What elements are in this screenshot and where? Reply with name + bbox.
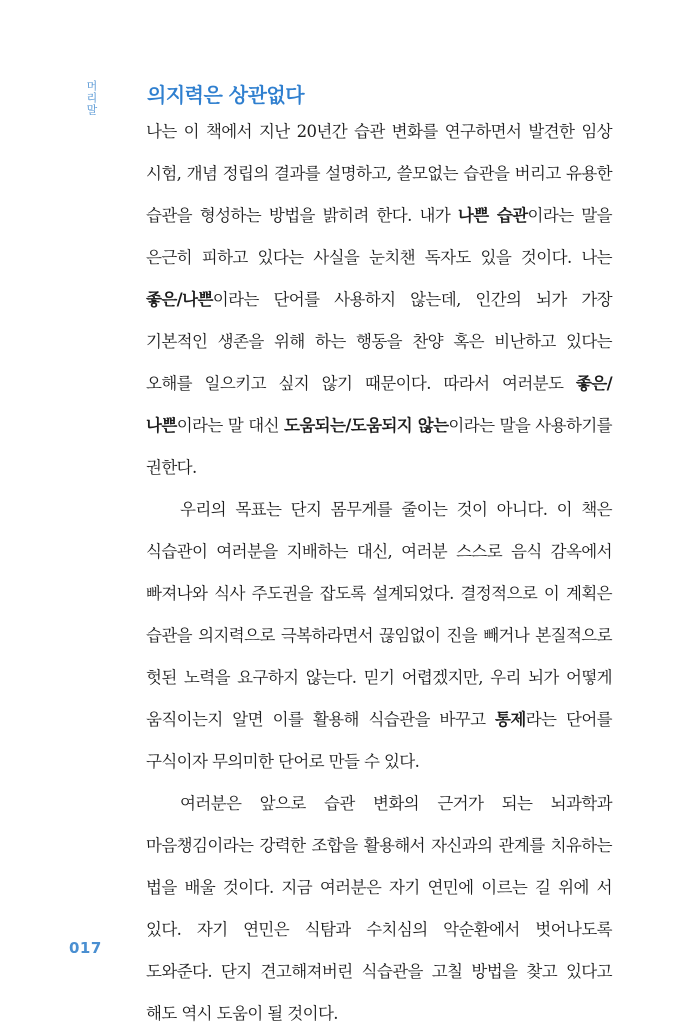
text-segment: 이라는 말 대신	[176, 416, 284, 435]
text-segment: 이라는 말을 사용하기를 권한다.	[146, 416, 612, 477]
text-segment: 나는 이 책에서 지난 20년간 습관 변화를 연구하면서 발견한 임상 시험, 개념 정립의 결과를 설명하고, 쓸모없는 습관을 버리고 유용한 습관을 형성하는 방법을 밝히려 한다. 내가	[146, 122, 612, 225]
emphasis-control: 통제	[495, 710, 526, 729]
emphasis-bad-habit: 나쁜 습관	[457, 206, 528, 225]
paragraph-2	[146, 489, 612, 783]
text-segment: 우리의 목표는 단지 몸무게를 줄이는 것이 아니다. 이 책은 식습관이 여러분을 지배하는 대신, 여러분 스스로 음식 감옥에서 빠져나와 식사 주도권을 잡도록 설계되었다. 결정적으로 이 계획은 습관을 의지력으로 극복하라면서 끊임없이 진을 빼거나 본질적으로 헛된 노력을 요구하지 않는다. 믿기 어렵겠지만, 우리 뇌가 어떻게 움직이는지 알면 이를 활용해 식습관을 바꾸고	[146, 500, 612, 729]
page-number: 017	[69, 939, 102, 957]
text-segment: 라는 단어를 구식이자 무의미한 단어로 만들 수 있다.	[146, 710, 613, 771]
body-text	[146, 111, 612, 1035]
text-segment: 이라는 단어를 사용하지 않는데, 인간의 뇌가 가장 기본적인 생존을 위해 하는 행동을 찬양 혹은 비난하고 있다는 오해를 일으키고 싶지 않기 때문이다. 따라서 여러분도	[146, 290, 612, 393]
emphasis-good-bad: 좋은/나쁜	[146, 290, 213, 309]
paragraph-1	[146, 111, 612, 489]
paragraph-3	[146, 783, 612, 1035]
emphasis-good-bad: 좋은/나쁜	[146, 374, 612, 435]
section-title: 의지력은 상관없다	[147, 83, 305, 107]
running-header-label: 머리말	[85, 80, 98, 116]
text-segment: 여러분은 앞으로 습관 변화의 근거가 되는 뇌과학과 마음챙김이라는 강력한 조합을 활용해서 자신과의 관계를 치유하는 법을 배울 것이다. 지금 여러분은 자기 연민에 이르는 길 위에 서 있다. 자기 연민은 식탐과 수치심의 악순환에서 벗어나도록 도와준다. 단지 견고해져버린 식습관을 고칠 방법을 찾고 있다고 해도 역시 도움이 될 것이다.	[146, 794, 612, 1023]
emphasis-helpful-unhelpful: 도움되는/도움되지 않는	[284, 416, 449, 435]
text-segment: 이라는 말을 은근히 피하고 있다는 사실을 눈치챈 독자도 있을 것이다. 나는	[146, 206, 612, 267]
